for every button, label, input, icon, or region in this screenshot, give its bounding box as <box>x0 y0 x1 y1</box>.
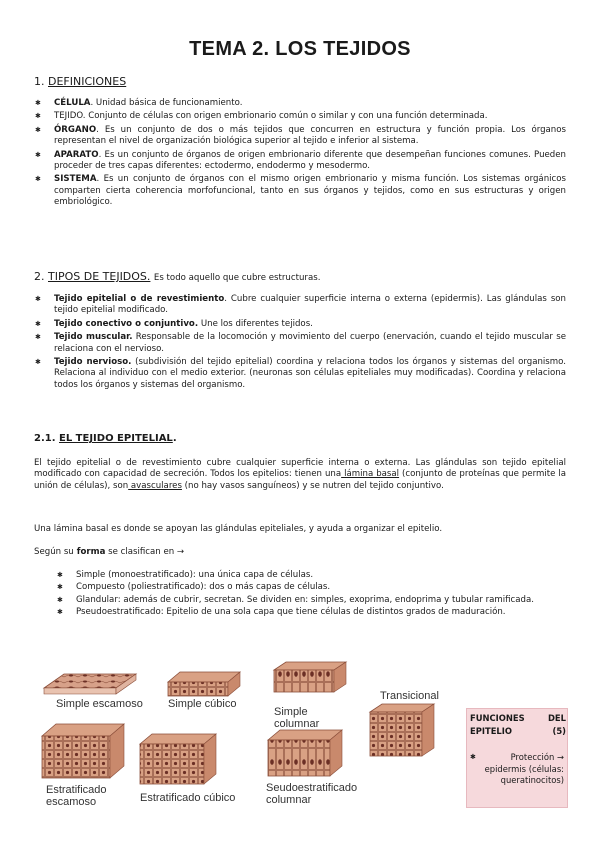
stratified-squamous-diagram <box>42 724 124 778</box>
forma-intro: Según su forma se clasifican en → <box>34 547 185 557</box>
epitelial-paragraph: El tejido epitelial o de revestimiento cubre cualquier superficie interna o externa. Las glándulas son tejido epitelial modificado con capacidad de secreción. Todos los epitelios: tienen una lámina basal (conjunto de proteínas que permite la unión de células), son avasculares (no hay vasos sanguíneos) y se nutren del tejido conjuntivo. <box>34 458 567 491</box>
simple-squamous-diagram <box>44 674 136 694</box>
label-simple-columnar: Simple columnar <box>274 706 320 730</box>
section-title: TIPOS DE TEJIDOS. <box>48 270 151 283</box>
label-simple-cubico: Simple cúbico <box>168 698 237 710</box>
simple-columnar-diagram <box>274 662 346 692</box>
list-item: ✱ CÉLULA. Unidad básica de funcionamiento. <box>34 98 566 109</box>
section-number: 1. <box>34 75 45 88</box>
section-intro: Es todo aquello que cubre estructuras. <box>153 273 321 283</box>
label-estratificado-cubico: Estratificado cúbico <box>140 792 236 804</box>
list-item: ✱ Compuesto (poliestratificado): dos o más capas de células. <box>56 582 566 593</box>
list-item: ✱ APARATO. Es un conjunto de órganos de origen embrionario diferente que desempeñan funciones comunes. Pueden proceder de tres capas diferentes: ectodermo, endodermo y mesodermo. <box>34 150 566 173</box>
list-item: ✱ Tejido conectivo o conjuntivo. Une los diferentes tejidos. <box>34 319 566 330</box>
lamina-paragraph: Una lámina basal es donde se apoyan las glándulas epiteliales, y ayuda a organizar el epitelio. <box>34 524 443 534</box>
list-item: ✱ Tejido epitelial o de revestimiento. Cubre cualquier superficie interna o externa (epidermis). Las glándulas son tejido epitelial modificado. <box>34 294 566 317</box>
list-item: ✱ SISTEMA. Es un conjunto de órganos con el mismo origen embrionario y misma función. Los sistemas orgánicos comparten cierta coherencia morfofuncional, tanto en sus órganos y tejidos, como en sus estructuras y origen embriológico. <box>34 174 566 208</box>
section-definiciones-heading <box>34 75 126 88</box>
page-title: TEMA 2. LOS TEJIDOS <box>189 38 411 60</box>
list-item: ✱ Simple (monoestratificado): una única capa de células. <box>56 570 566 581</box>
bullet-icon: ✱ <box>470 753 476 761</box>
functions-text: ✱ Protección → epidermis (células: queratinocitos) <box>470 752 564 785</box>
definitions-list <box>34 98 566 211</box>
stratified-cuboidal-diagram <box>140 734 216 784</box>
pseudostratified-diagram <box>268 730 342 776</box>
label-transicional: Transicional <box>380 690 439 702</box>
list-item: ✱ Tejido nervioso. (subdivisión del tejido epitelial) coordina y relaciona todos los órganos y sistemas del organismo. Relaciona al individuo con el medio exterior. (neuronas son células epiteliales muy modificadas). Coordina y relaciona todos los órganos y sistemas del organismo. <box>34 357 566 391</box>
label-estratificado-escamoso: Estratificado escamoso <box>46 784 107 808</box>
section-epitelial-heading: 2.1. EL TEJIDO EPITELIAL. <box>34 433 177 444</box>
epithelium-types-illustration <box>36 660 466 840</box>
section-tipos-heading <box>34 270 320 283</box>
tissue-types-list <box>34 294 566 393</box>
list-item: ✱ Tejido muscular. Responsable de la locomoción y movimiento del cuerpo (enervación, cuando el tejido muscular se relaciona con el nervioso. <box>34 332 566 355</box>
epithelium-forms-list <box>56 570 566 620</box>
list-item: ✱ Glandular: además de cubrir, secretan. Se dividen en: simples, exoprima, endoprima y tubular ramificada. <box>56 595 566 606</box>
label-simple-escamoso: Simple escamoso <box>56 698 143 710</box>
label-seudoestratificado: Seudoestratificado columnar <box>266 782 358 806</box>
simple-cuboidal-diagram <box>168 672 240 696</box>
section-title: DEFINICIONES <box>48 75 127 88</box>
transitional-diagram <box>370 704 434 756</box>
list-item: ✱ ÓRGANO. Es un conjunto de dos o más tejidos que concurren en estructura y función propia. Los órganos representan el nivel de organización biológica superior al tejido e inferior al sistema. <box>34 125 566 148</box>
functions-title: FUNCIONES DEL EPITELIO (5) <box>470 713 566 736</box>
list-item: ✱ TEJIDO. Conjunto de células con origen embrionario común o similar y con una función determinada. <box>34 111 566 122</box>
section-number: 2. <box>34 270 45 283</box>
list-item: ✱ Pseudoestratificado: Epitelio de una sola capa que tiene células de distintos grados de maduración. <box>56 607 566 618</box>
